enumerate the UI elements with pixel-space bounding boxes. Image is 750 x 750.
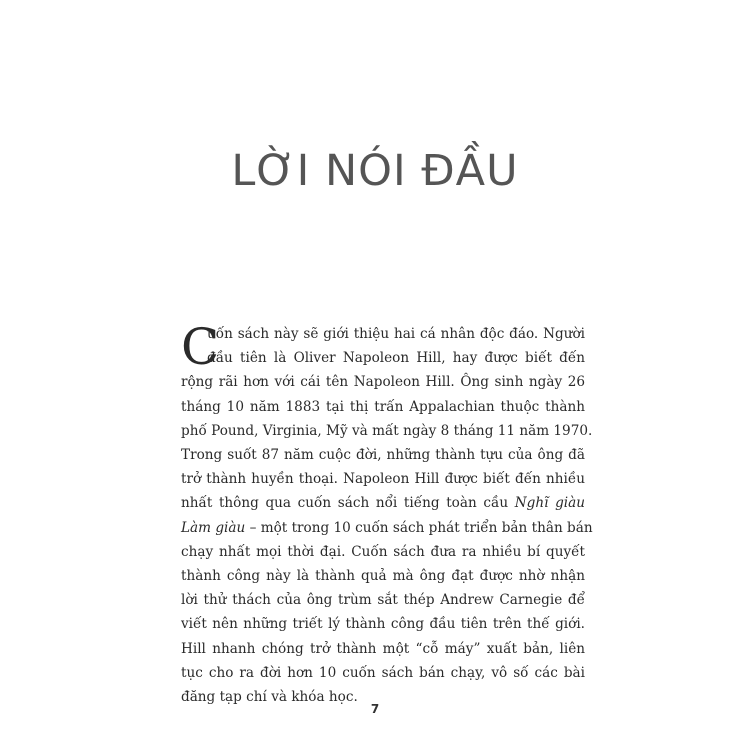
- book-title-italic: Nghĩ giàu: [514, 495, 585, 512]
- text-line: viết nên những triết lý thành công đầu tiên trên thế giới.: [181, 616, 585, 633]
- text-line: Hill nhanh chóng trở thành một “cỗ máy” xuất bản, liên: [181, 640, 585, 657]
- text-line: rộng rãi hơn với cái tên Napoleon Hill. Ông sinh ngày 26: [181, 374, 585, 391]
- text-line: lời thử thách của ông trùm sắt thép Andrew Carnegie để: [181, 592, 585, 609]
- text-segment: nhất thông qua cuốn sách nổi tiếng toàn cầu: [181, 495, 509, 512]
- text-line: [181, 491, 585, 515]
- drop-cap: C: [181, 318, 220, 376]
- text-line: [181, 516, 593, 540]
- book-title-italic: Làm giàu: [181, 519, 246, 536]
- page-number: 7: [370, 702, 380, 716]
- text-line: đăng tạp chí và khóa học.: [181, 689, 358, 706]
- text-line: chạy nhất mọi thời đại. Cuốn sách đưa ra nhiều bí quyết: [181, 543, 585, 560]
- text-line: Trong suốt 87 năm cuộc đời, những thành tựu của ông đã: [181, 447, 585, 464]
- text-line: tháng 10 năm 1883 tại thị trấn Appalachian thuộc thành: [181, 398, 585, 415]
- text-line: uốn sách này sẽ giới thiệu hai cá nhân độc đáo. Người: [207, 326, 585, 342]
- chapter-title: LỜI NÓI ĐẦU: [231, 146, 519, 196]
- text-line: thành công này là thành quả mà ông đạt được nhờ nhận: [181, 568, 585, 585]
- text-line: đầu tiên là Oliver Napoleon Hill, hay được biết đến: [207, 350, 585, 367]
- body-paragraph: [181, 318, 593, 709]
- text-line: tục cho ra đời hơn 10 cuốn sách bán chạy, vô số các bài: [181, 664, 585, 681]
- text-line: trở thành huyền thoại. Napoleon Hill được biết đến nhiều: [181, 471, 585, 488]
- text-segment: – một trong 10 cuốn sách phát triển bản thân bán: [249, 519, 593, 536]
- text-line: phố Pound, Virginia, Mỹ và mất ngày 8 tháng 11 năm 1970.: [181, 422, 593, 439]
